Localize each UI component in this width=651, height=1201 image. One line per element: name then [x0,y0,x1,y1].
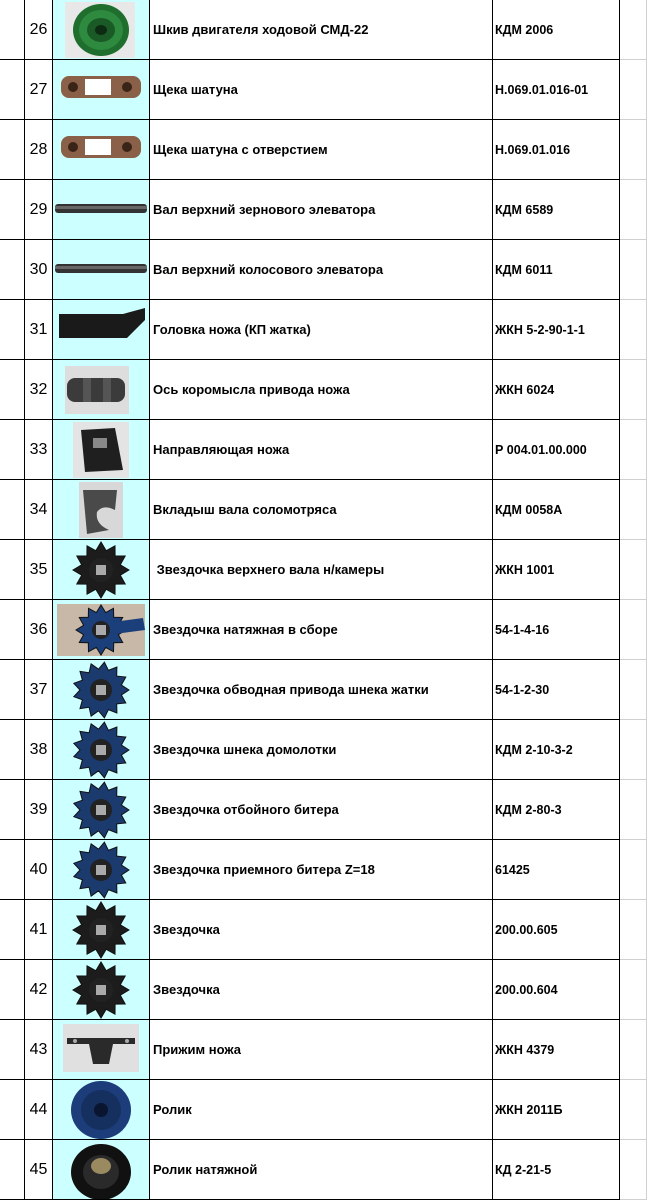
table-row [0,300,651,360]
part-photo-cell [53,480,150,540]
gutter [647,900,651,960]
empty-cell [620,420,647,480]
part-name: Вал верхний колосового элеватора [150,240,493,300]
part-name: Направляющая ножа [150,420,493,480]
part-name: Вал верхний зернового элеватора [150,180,493,240]
empty-cell [620,900,647,960]
row-number: 28 [25,120,53,180]
blank-cell [0,780,25,840]
part-photo-cell [53,300,150,360]
gutter [647,300,651,360]
part-code: 200.00.605 [493,900,620,960]
empty-cell [620,0,647,60]
part-code: 61425 [493,840,620,900]
table-row [0,840,651,900]
table-row [0,660,651,720]
table-row [0,720,651,780]
gutter [647,0,651,60]
part-photo-cell [53,840,150,900]
part-code: Н.069.01.016 [493,120,620,180]
blank-cell [0,900,25,960]
row-number: 35 [25,540,53,600]
table-row [0,240,651,300]
table-row [0,960,651,1020]
part-photo-cell [53,360,150,420]
gutter [647,1140,651,1200]
table-row [0,360,651,420]
bushing-insert-icon [53,480,149,540]
part-photo-cell [53,540,150,600]
gutter [647,660,651,720]
row-number: 26 [25,0,53,60]
empty-cell [620,240,647,300]
part-code: ЖКН 2011Б [493,1080,620,1140]
blank-cell [0,600,25,660]
blank-cell [0,1080,25,1140]
part-name: Звездочка натяжная в сборе [150,600,493,660]
part-name: Щека шатуна с отверстием [150,120,493,180]
part-photo-cell [53,1140,150,1200]
part-name: Звездочка [150,960,493,1020]
part-photo-cell [53,900,150,960]
part-code: ЖКН 1001 [493,540,620,600]
gutter [647,120,651,180]
empty-cell [620,360,647,420]
row-number: 43 [25,1020,53,1080]
empty-cell [620,120,647,180]
blank-cell [0,0,25,60]
black-sprocket-icon [53,900,149,960]
shaft-icon [53,240,149,300]
blank-cell [0,300,25,360]
part-name: Щека шатуна [150,60,493,120]
part-code: КДМ 2006 [493,0,620,60]
gutter [647,1020,651,1080]
table-row [0,480,651,540]
part-name: Вкладыш вала соломотряса [150,480,493,540]
part-code: КДМ 6011 [493,240,620,300]
part-code: 54-1-4-16 [493,600,620,660]
gutter [647,840,651,900]
rod-cheek-icon [53,120,149,180]
table-row [0,1020,651,1080]
part-name: Звездочка отбойного битера [150,780,493,840]
row-number: 40 [25,840,53,900]
part-photo-cell [53,720,150,780]
part-photo-cell [53,960,150,1020]
blank-cell [0,840,25,900]
table-row [0,180,651,240]
blue-sprocket-icon [53,660,149,720]
part-name: Ось коромысла привода ножа [150,360,493,420]
blank-cell [0,60,25,120]
blue-sprocket-icon [53,840,149,900]
row-number: 39 [25,780,53,840]
row-number: 30 [25,240,53,300]
row-number: 33 [25,420,53,480]
gutter [647,1080,651,1140]
gutter [647,360,651,420]
gutter [647,780,651,840]
part-code: ЖКН 6024 [493,360,620,420]
blank-cell [0,960,25,1020]
row-number: 29 [25,180,53,240]
row-number: 41 [25,900,53,960]
empty-cell [620,1020,647,1080]
part-photo-cell [53,1080,150,1140]
empty-cell [620,1140,647,1200]
blue-roller-icon [53,1080,149,1140]
table-row [0,0,651,60]
axle-icon [53,360,149,420]
empty-cell [620,780,647,840]
table-row [0,540,651,600]
part-photo-cell [53,600,150,660]
blank-cell [0,1140,25,1200]
part-photo-cell [53,240,150,300]
part-name: Звездочка обводная привода шнека жатки [150,660,493,720]
row-number: 34 [25,480,53,540]
gutter [647,600,651,660]
empty-cell [620,840,647,900]
empty-cell [620,720,647,780]
knife-clamp-icon [53,1020,149,1080]
empty-cell [620,960,647,1020]
part-code: КД 2-21-5 [493,1140,620,1200]
empty-cell [620,60,647,120]
knife-head-icon [53,300,149,360]
table-row [0,1140,651,1200]
row-number: 27 [25,60,53,120]
part-name: Звездочка верхнего вала н/камеры [150,540,493,600]
part-name: Шкив двигателя ходовой СМД-22 [150,0,493,60]
part-code: Р 004.01.00.000 [493,420,620,480]
empty-cell [620,660,647,720]
blue-sprocket-icon [53,780,149,840]
part-name: Головка ножа (КП жатка) [150,300,493,360]
part-photo-cell [53,420,150,480]
table-row [0,1080,651,1140]
gutter [647,60,651,120]
row-number: 45 [25,1140,53,1200]
part-code: Н.069.01.016-01 [493,60,620,120]
part-name: Звездочка приемного битера Z=18 [150,840,493,900]
black-roller-icon [53,1140,149,1200]
row-number: 38 [25,720,53,780]
gutter [647,180,651,240]
part-photo-cell [53,1020,150,1080]
table-row [0,600,651,660]
black-sprocket-icon [53,960,149,1020]
row-number: 37 [25,660,53,720]
part-code: ЖКН 4379 [493,1020,620,1080]
table-row [0,780,651,840]
row-number: 36 [25,600,53,660]
part-photo-cell [53,180,150,240]
empty-cell [620,300,647,360]
rod-cheek-icon [53,60,149,120]
part-name: Ролик натяжной [150,1140,493,1200]
part-code: КДМ 0058А [493,480,620,540]
part-code: КДМ 2-80-3 [493,780,620,840]
part-photo-cell [53,780,150,840]
gutter [647,480,651,540]
blank-cell [0,660,25,720]
table-row [0,120,651,180]
blank-cell [0,720,25,780]
blank-cell [0,480,25,540]
gutter [647,960,651,1020]
empty-cell [620,600,647,660]
gutter [647,240,651,300]
part-name: Прижим ножа [150,1020,493,1080]
gutter [647,720,651,780]
blank-cell [0,1020,25,1080]
row-number: 31 [25,300,53,360]
part-name: Звездочка шнека домолотки [150,720,493,780]
part-code: ЖКН 5-2-90-1-1 [493,300,620,360]
table-row [0,900,651,960]
blue-sprocket-icon [53,720,149,780]
blank-cell [0,240,25,300]
blank-cell [0,120,25,180]
gutter [647,540,651,600]
part-photo-cell [53,0,150,60]
part-code: 200.00.604 [493,960,620,1020]
part-photo-cell [53,120,150,180]
row-number: 32 [25,360,53,420]
row-number: 44 [25,1080,53,1140]
blank-cell [0,180,25,240]
part-code: КДМ 2-10-3-2 [493,720,620,780]
part-name: Ролик [150,1080,493,1140]
shaft-icon [53,180,149,240]
green-pulley-icon [53,0,149,60]
knife-guide-icon [53,420,149,480]
table-row [0,60,651,120]
row-number: 42 [25,960,53,1020]
part-photo-cell [53,60,150,120]
blank-cell [0,360,25,420]
part-name: Звездочка [150,900,493,960]
gutter [647,420,651,480]
empty-cell [620,1080,647,1140]
part-code: 54-1-2-30 [493,660,620,720]
empty-cell [620,480,647,540]
black-sprocket-icon [53,540,149,600]
part-photo-cell [53,660,150,720]
blank-cell [0,420,25,480]
blank-cell [0,540,25,600]
part-code: КДМ 6589 [493,180,620,240]
tension-sprocket-icon [53,600,149,660]
table-row [0,420,651,480]
empty-cell [620,180,647,240]
empty-cell [620,540,647,600]
